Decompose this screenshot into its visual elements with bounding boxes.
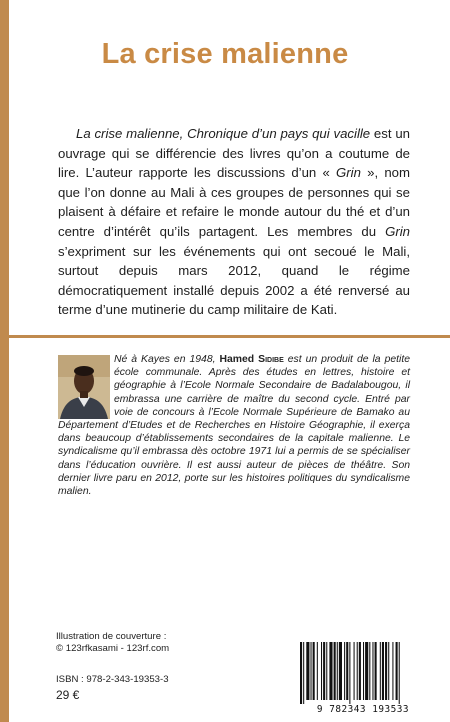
barcode-bar	[359, 642, 361, 700]
cover-credits	[56, 631, 169, 655]
barcode-bar	[337, 642, 338, 700]
barcode-bar	[385, 642, 387, 700]
synopsis-paragraph	[58, 124, 410, 320]
synopsis-book-title: La crise malienne, Chronique d’un pays qui vacille	[76, 126, 371, 141]
barcode-digits: 9 782343 193533	[316, 704, 410, 715]
book-title: La crise malienne	[101, 38, 349, 70]
barcode-bar	[357, 642, 358, 700]
barcode-bar	[326, 642, 327, 700]
barcode-bar	[388, 642, 389, 700]
bio-text: est un produit de la petite école communale. Après des études en lettres, histoire et géographie à l’Ecole Normale Secondaire de Badalabougou, il embrassa une carrière de maître du second cycle. Entré par voie de concours à l’Ecole Normale Supérieure de Bamako au Département d’Etudes et de Recherches en Histoire Géographie, il exerça dans beaucoup d’établissements secondaires de la capitale malienne. Le syndicalisme qu’il embrassa dès octobre 1971 lui a permis de se spécialiser dans l’éducation ouvrière. Il est aussi auteur de pièces de théâtre. Son dernier livre paru en 2012, porte sur les histoires politiques du syndicalisme malien.	[58, 354, 411, 498]
barcode-bar	[396, 642, 398, 700]
barcode-bar	[300, 642, 302, 704]
barcode-bar	[354, 642, 355, 700]
synopsis-text-2: », nom que l’on donne au Mali à ces groupes de personnes qui se plaisent à défaire et refaire le monde autour du thé et d’un centre d’intérêt qu’ils partagent. Les membres du	[58, 165, 410, 239]
author-first-name: Hamed	[219, 354, 255, 365]
barcode-bar	[339, 642, 342, 700]
author-last-name: Sidibe	[258, 354, 284, 365]
barcode	[296, 642, 430, 710]
barcode-bar	[346, 642, 348, 700]
spine-stripe	[0, 0, 9, 722]
credits-line-2: © 123rfkasami - 123rf.com	[56, 642, 170, 654]
price: 29 €	[56, 688, 80, 702]
barcode-bar	[382, 642, 384, 700]
photo-spacer	[58, 353, 114, 419]
barcode-bar	[323, 642, 325, 700]
isbn: ISBN : 978-2-343-19353-3	[56, 674, 169, 685]
barcode-bar	[311, 642, 312, 700]
barcode-bar	[344, 642, 345, 700]
grin-term-1: Grin	[336, 165, 361, 181]
bio-lead: Né à Kayes en 1948,	[114, 354, 220, 365]
barcode-bar	[392, 642, 393, 700]
barcode-bar	[365, 642, 368, 700]
barcode-bar	[313, 642, 315, 700]
synopsis-text-1: est un ouvrage qui se différencie des livres qu’on a coutume de lire. L’auteur rapporte les discussions d’un «	[58, 126, 410, 181]
barcode-bar	[380, 642, 381, 700]
author-name	[220, 354, 284, 365]
barcode-bar	[375, 642, 377, 700]
barcode-bars	[296, 642, 430, 704]
synopsis	[58, 124, 410, 320]
barcode-bar	[334, 642, 336, 700]
barcode-bar	[369, 642, 370, 700]
synopsis-text-3: s’expriment sur les événements qui ont secoué le Mali, surtout depuis mars 2012, quand le régime démocratiquement installé depuis 2002 a été renversé au terme d’une mutinerie du camp militaire de Kati.	[58, 243, 410, 318]
barcode-bar	[363, 642, 364, 700]
author-bio	[58, 353, 410, 498]
barcode-bar	[306, 642, 309, 700]
barcode-bar	[317, 642, 318, 700]
barcode-bar	[349, 642, 350, 704]
barcode-bar	[399, 642, 400, 704]
barcode-bar	[321, 642, 322, 700]
barcode-bar	[303, 642, 304, 704]
grin-term-2: Grin	[385, 223, 410, 239]
section-divider	[9, 335, 450, 338]
credits-line-1: Illustration de couverture :	[56, 631, 167, 642]
barcode-bar	[372, 642, 373, 700]
barcode-bar	[329, 642, 332, 700]
